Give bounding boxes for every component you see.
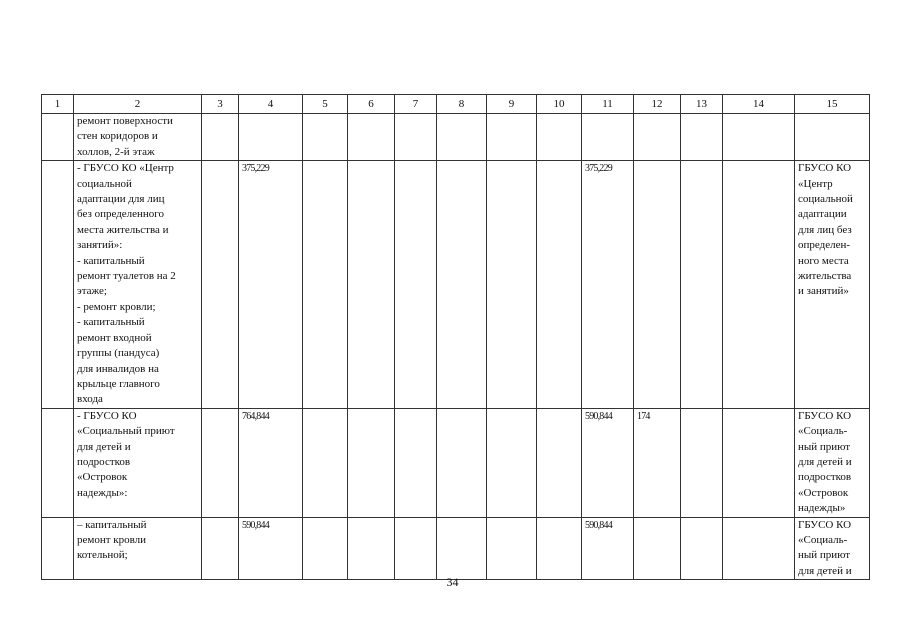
organization-cell xyxy=(795,114,870,161)
empty-cell xyxy=(202,161,239,409)
amount-cell: 174 xyxy=(634,408,681,517)
empty-cell xyxy=(303,161,348,409)
empty-cell xyxy=(303,517,348,580)
column-header: 11 xyxy=(582,95,634,114)
amount-cell xyxy=(634,161,681,409)
column-header: 13 xyxy=(681,95,723,114)
empty-cell xyxy=(487,408,537,517)
page-number: 34 xyxy=(446,575,459,589)
empty-cell xyxy=(395,408,437,517)
table-header-row xyxy=(42,95,870,114)
empty-cell xyxy=(202,114,239,161)
amount-cell: 590,844 xyxy=(582,408,634,517)
empty-cell xyxy=(723,517,795,580)
empty-cell xyxy=(395,114,437,161)
empty-cell xyxy=(537,517,582,580)
column-header: 2 xyxy=(74,95,202,114)
empty-cell xyxy=(202,408,239,517)
column-header: 14 xyxy=(723,95,795,114)
empty-cell xyxy=(348,161,395,409)
empty-cell xyxy=(487,517,537,580)
empty-cell xyxy=(681,517,723,580)
amount-cell: 764,844 xyxy=(239,408,303,517)
empty-cell xyxy=(348,114,395,161)
column-header: 10 xyxy=(537,95,582,114)
description-cell: - ГБУСО КО «Центр социальной адаптации для лиц без определенного места жительства и занятий»: - капитальный ремонт туалетов на 2 этаже; - ремонт кровли; - капитальный ремонт входной группы (пандуса) для инвалидов на крыльце главного входа xyxy=(74,161,202,409)
row-number-cell xyxy=(42,114,74,161)
table-row xyxy=(42,161,870,409)
empty-cell xyxy=(348,408,395,517)
budget-table xyxy=(41,94,870,580)
amount-cell xyxy=(634,114,681,161)
empty-cell xyxy=(395,161,437,409)
empty-cell xyxy=(681,408,723,517)
empty-cell xyxy=(537,408,582,517)
organization-cell: ГБУСО КО «Центр социальной адаптации для лиц без определен- ного места жительства и занятий» xyxy=(795,161,870,409)
amount-cell: 590,844 xyxy=(582,517,634,580)
column-header: 8 xyxy=(437,95,487,114)
empty-cell xyxy=(348,517,395,580)
column-header: 4 xyxy=(239,95,303,114)
amount-cell xyxy=(239,114,303,161)
empty-cell xyxy=(437,517,487,580)
empty-cell xyxy=(537,114,582,161)
empty-cell xyxy=(681,114,723,161)
description-cell: ремонт поверхности стен коридоров и холлов, 2-й этаж xyxy=(74,114,202,161)
empty-cell xyxy=(681,161,723,409)
amount-cell: 375,229 xyxy=(239,161,303,409)
organization-cell: ГБУСО КО «Социаль- ный приют для детей и xyxy=(795,517,870,580)
column-header: 9 xyxy=(487,95,537,114)
column-header: 3 xyxy=(202,95,239,114)
row-number-cell xyxy=(42,408,74,517)
empty-cell xyxy=(723,114,795,161)
row-number-cell xyxy=(42,517,74,580)
column-header: 6 xyxy=(348,95,395,114)
empty-cell xyxy=(437,114,487,161)
description-cell: – капитальный ремонт кровли котельной; xyxy=(74,517,202,580)
amount-cell: 375,229 xyxy=(582,161,634,409)
column-header: 7 xyxy=(395,95,437,114)
empty-cell xyxy=(395,517,437,580)
column-header: 5 xyxy=(303,95,348,114)
row-number-cell xyxy=(42,161,74,409)
column-header: 15 xyxy=(795,95,870,114)
amount-cell: 590,844 xyxy=(239,517,303,580)
empty-cell xyxy=(202,517,239,580)
table-row xyxy=(42,114,870,161)
organization-cell: ГБУСО КО «Социаль- ный приют для детей и подростков «Островок надежды» xyxy=(795,408,870,517)
column-header: 1 xyxy=(42,95,74,114)
empty-cell xyxy=(723,161,795,409)
empty-cell xyxy=(723,408,795,517)
amount-cell xyxy=(582,114,634,161)
table-row xyxy=(42,517,870,580)
column-header: 12 xyxy=(634,95,681,114)
empty-cell xyxy=(537,161,582,409)
description-cell: - ГБУСО КО «Социальный приют для детей и подростков «Островок надежды»: xyxy=(74,408,202,517)
empty-cell xyxy=(303,408,348,517)
table-row xyxy=(42,408,870,517)
empty-cell xyxy=(437,161,487,409)
empty-cell xyxy=(487,161,537,409)
empty-cell xyxy=(437,408,487,517)
empty-cell xyxy=(487,114,537,161)
empty-cell xyxy=(303,114,348,161)
amount-cell xyxy=(634,517,681,580)
